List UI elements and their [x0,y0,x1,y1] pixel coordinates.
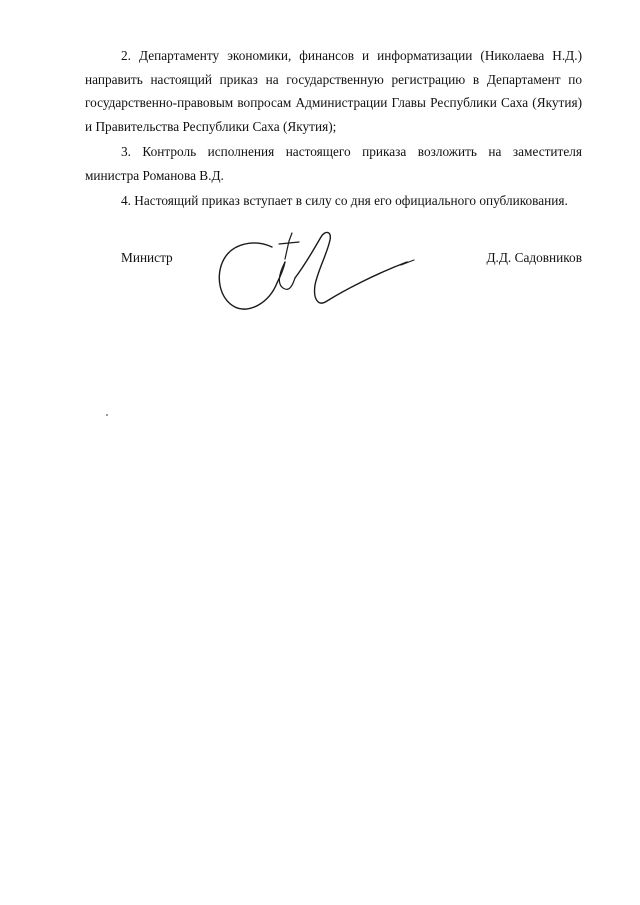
document-body [85,44,582,213]
signature-block [85,229,582,319]
signer-name: Д.Д. Садовников [486,250,582,265]
paragraph-control: 3. Контроль исполнения настоящего приказа возложить на заместителя министра Романова В.Д. [85,144,582,183]
handwritten-signature [215,229,415,319]
signer-role: Министр [121,250,173,265]
scan-speck [106,414,108,416]
paragraph-effective-date: 4. Настоящий приказ вступает в силу со дня его официального опубликования. [121,193,568,208]
paragraph-registration: 2. Департаменту экономики, финансов и информатизации (Николаева Н.Д.) направить настоящий приказ на государственную регистрацию в Департамент по государственно-правовым вопросам Администрации Главы Республики Саха (Якутия) и Правительства Республики Саха (Якутия); [85,48,582,134]
